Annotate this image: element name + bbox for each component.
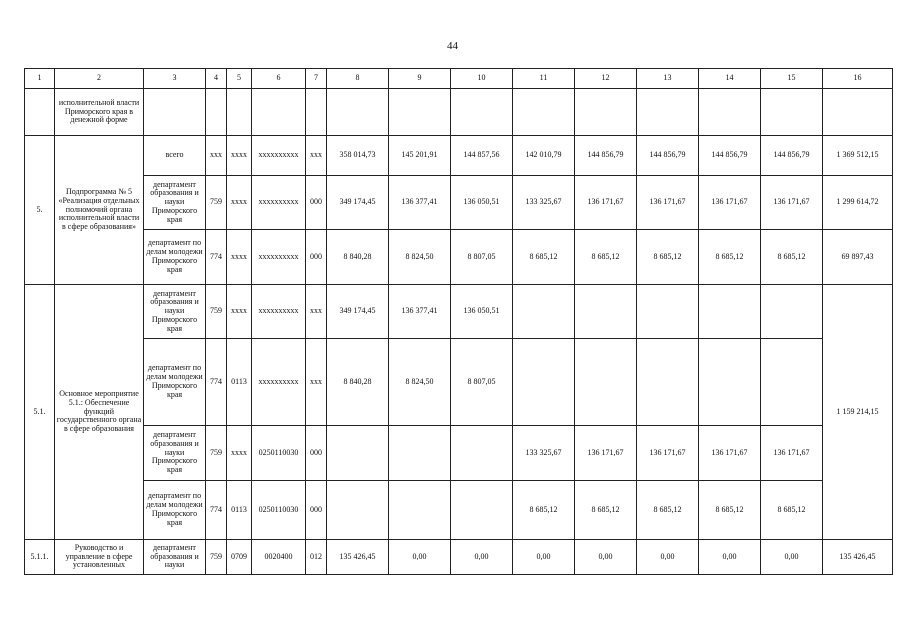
cell-col13: 136 171,67	[637, 176, 699, 230]
cell-col10: 136 050,51	[451, 285, 513, 339]
cell-col4: 759	[206, 285, 227, 339]
table-row	[25, 136, 893, 176]
cell-col6: 0250110030	[252, 481, 306, 540]
cell-col12: 136 171,67	[575, 176, 637, 230]
cell-col13: 144 856,79	[637, 136, 699, 176]
cell-col9: 136 377,41	[389, 176, 451, 230]
cell-col10: 8 807,05	[451, 339, 513, 426]
cell-col5: 0113	[227, 339, 252, 426]
cell-col13: 8 685,12	[637, 481, 699, 540]
cell-col5: хххх	[227, 230, 252, 285]
cell-col15: 8 685,12	[761, 230, 823, 285]
cell-col14: 144 856,79	[699, 136, 761, 176]
cell-col7: 000	[306, 230, 327, 285]
cell-col6: 0020400	[252, 540, 306, 575]
row-number: 5.	[25, 136, 55, 285]
cell-col5: хххх	[227, 136, 252, 176]
header-cell: 6	[252, 69, 306, 89]
cell-col5: 0709	[227, 540, 252, 575]
cell-col15: 8 685,12	[761, 481, 823, 540]
header-cell: 10	[451, 69, 513, 89]
cell-col8: 8 840,28	[327, 339, 389, 426]
cell-col11: 8 685,12	[513, 481, 575, 540]
header-cell: 2	[55, 69, 144, 89]
row-number: 5.1.	[25, 285, 55, 540]
table-row	[25, 230, 893, 285]
cell-col8: 349 174,45	[327, 176, 389, 230]
cell-executor: всего	[144, 136, 206, 176]
cell-col5: хххх	[227, 426, 252, 481]
header-cell: 14	[699, 69, 761, 89]
cell-col9: 145 201,91	[389, 136, 451, 176]
cell-executor: департамент образования и науки Приморского края	[144, 285, 206, 339]
cell-executor: департамент образования и науки Приморского края	[144, 176, 206, 230]
row-name: исполнительной власти Приморского края в денежной форме	[55, 89, 144, 136]
table-row	[25, 339, 893, 426]
cell-col15: 136 171,67	[761, 426, 823, 481]
header-cell: 11	[513, 69, 575, 89]
cell-col7: ххх	[306, 339, 327, 426]
cell-col16: 1 299 614,72	[823, 176, 893, 230]
cell-col4: 759	[206, 176, 227, 230]
budget-table	[24, 68, 893, 575]
cell-col16-total: 1 159 214,15	[823, 285, 893, 540]
row-number: 5.1.1.	[25, 540, 55, 575]
table-row	[25, 285, 893, 339]
cell-executor: департамент образования и науки	[144, 540, 206, 575]
cell-col15: 0,00	[761, 540, 823, 575]
row-name: Подпрограмма № 5 «Реализация отдельных полномочий органа исполнительной власти в сфере образования»	[55, 136, 144, 285]
cell-executor: департамент по делам молодежи Приморского края	[144, 481, 206, 540]
cell-col8: 349 174,45	[327, 285, 389, 339]
cell-col13: 8 685,12	[637, 230, 699, 285]
cell-col12: 8 685,12	[575, 481, 637, 540]
cell-col8: 358 014,73	[327, 136, 389, 176]
header-cell: 8	[327, 69, 389, 89]
cell-col6: хххххххххх	[252, 136, 306, 176]
cell-col6: хххххххххх	[252, 230, 306, 285]
cell-col14: 136 171,67	[699, 176, 761, 230]
cell-col4: 774	[206, 481, 227, 540]
header-row	[25, 69, 893, 89]
cell-col15: 144 856,79	[761, 136, 823, 176]
cell-col10: 144 857,56	[451, 136, 513, 176]
cell-col10: 8 807,05	[451, 230, 513, 285]
cell-col11: 0,00	[513, 540, 575, 575]
cell-col12: 136 171,67	[575, 426, 637, 481]
cell-col9: 136 377,41	[389, 285, 451, 339]
page-number: 44	[447, 40, 458, 52]
cell-col4: 759	[206, 540, 227, 575]
cell-col7: 000	[306, 176, 327, 230]
cell-executor: департамент по делам молодежи Приморского края	[144, 230, 206, 285]
header-cell: 9	[389, 69, 451, 89]
table-row	[25, 176, 893, 230]
cell-col7: ххх	[306, 285, 327, 339]
cell-col12: 8 685,12	[575, 230, 637, 285]
cell-col11: 133 325,67	[513, 176, 575, 230]
cell-col11: 8 685,12	[513, 230, 575, 285]
cell-col6: хххххххххх	[252, 339, 306, 426]
cell-col4: 774	[206, 230, 227, 285]
row-name: Руководство и управление в сфере установленных	[55, 540, 144, 575]
cell-col4: 774	[206, 339, 227, 426]
cell-col6: хххххххххх	[252, 285, 306, 339]
cell-executor: департамент образования и науки Приморского края	[144, 426, 206, 481]
cell-col15: 136 171,67	[761, 176, 823, 230]
cell-col6: хххххххххх	[252, 176, 306, 230]
table-row	[25, 89, 893, 136]
cell-col5: хххх	[227, 285, 252, 339]
cell-col9: 8 824,50	[389, 230, 451, 285]
header-cell: 12	[575, 69, 637, 89]
cell-col12: 0,00	[575, 540, 637, 575]
cell-col5: 0113	[227, 481, 252, 540]
table-row	[25, 540, 893, 575]
cell-col13: 0,00	[637, 540, 699, 575]
cell-col9: 8 824,50	[389, 339, 451, 426]
cell-col16: 1 369 512,15	[823, 136, 893, 176]
row-name: Основное мероприятие 5.1.: Обеспечение функций государственного органа в сфере образования	[55, 285, 144, 540]
header-cell: 4	[206, 69, 227, 89]
table-row	[25, 426, 893, 481]
cell-col14: 0,00	[699, 540, 761, 575]
cell-col7: ххх	[306, 136, 327, 176]
header-cell: 15	[761, 69, 823, 89]
cell-col13: 136 171,67	[637, 426, 699, 481]
cell-col10: 0,00	[451, 540, 513, 575]
cell-col16: 135 426,45	[823, 540, 893, 575]
cell-col10: 136 050,51	[451, 176, 513, 230]
table-row	[25, 481, 893, 540]
header-cell: 16	[823, 69, 893, 89]
cell-col11: 133 325,67	[513, 426, 575, 481]
cell-col8: 135 426,45	[327, 540, 389, 575]
header-cell: 13	[637, 69, 699, 89]
cell-col6: 0250110030	[252, 426, 306, 481]
header-cell: 5	[227, 69, 252, 89]
cell-col9: 0,00	[389, 540, 451, 575]
cell-col7: 000	[306, 426, 327, 481]
cell-col8: 8 840,28	[327, 230, 389, 285]
cell-col14: 136 171,67	[699, 426, 761, 481]
cell-col12: 144 856,79	[575, 136, 637, 176]
header-cell: 3	[144, 69, 206, 89]
cell-col16: 69 897,43	[823, 230, 893, 285]
cell-col7: 012	[306, 540, 327, 575]
cell-col14: 8 685,12	[699, 481, 761, 540]
cell-col4: 759	[206, 426, 227, 481]
cell-executor: департамент по делам молодежи Приморского края	[144, 339, 206, 426]
cell-col11: 142 010,79	[513, 136, 575, 176]
header-cell: 1	[25, 69, 55, 89]
cell-col5: хххх	[227, 176, 252, 230]
cell-col4: ххх	[206, 136, 227, 176]
cell-col7: 000	[306, 481, 327, 540]
header-cell: 7	[306, 69, 327, 89]
cell-col14: 8 685,12	[699, 230, 761, 285]
